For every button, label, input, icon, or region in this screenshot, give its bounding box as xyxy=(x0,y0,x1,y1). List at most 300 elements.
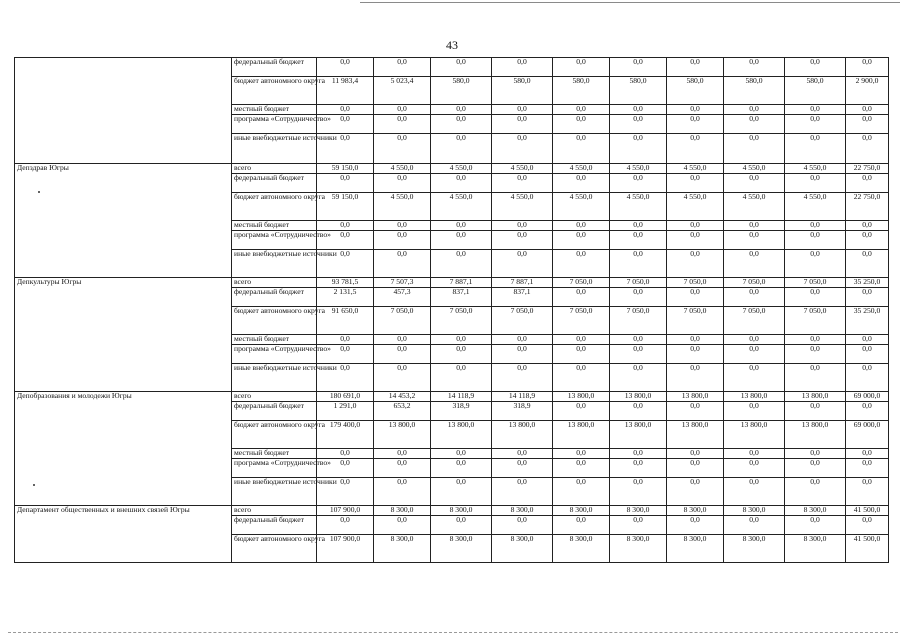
amount-cell: 0,0 xyxy=(317,221,374,231)
department-name-cell: Депздрав Югры xyxy=(15,164,232,278)
amount-cell: 2 131,5 xyxy=(317,288,374,307)
amount-cell: 0,0 xyxy=(553,134,610,164)
amount-cell: 180 691,0 xyxy=(317,392,374,402)
amount-cell: 0,0 xyxy=(317,364,374,392)
amount-cell: 0,0 xyxy=(724,58,785,77)
amount-cell: 580,0 xyxy=(785,77,846,105)
amount-cell: 0,0 xyxy=(374,478,431,506)
amount-cell: 7 050,0 xyxy=(785,307,846,335)
amount-cell: 0,0 xyxy=(667,345,724,364)
amount-cell: 0,0 xyxy=(785,516,846,535)
amount-cell: 0,0 xyxy=(374,221,431,231)
funding-source-cell: иные внебюджетные источники xyxy=(232,364,317,392)
amount-cell: 0,0 xyxy=(667,221,724,231)
amount-cell: 0,0 xyxy=(846,231,889,250)
funding-source-cell: местный бюджет xyxy=(232,449,317,459)
amount-cell: 8 300,0 xyxy=(724,506,785,516)
amount-cell: 0,0 xyxy=(846,221,889,231)
amount-cell: 0,0 xyxy=(724,478,785,506)
amount-cell: 8 300,0 xyxy=(492,535,553,563)
amount-cell: 0,0 xyxy=(374,105,431,115)
table-row xyxy=(15,506,889,516)
amount-cell: 0,0 xyxy=(610,459,667,478)
amount-cell: 0,0 xyxy=(785,58,846,77)
amount-cell: 580,0 xyxy=(724,77,785,105)
amount-cell: 0,0 xyxy=(492,478,553,506)
amount-cell: 457,3 xyxy=(374,288,431,307)
top-scan-rule xyxy=(360,2,900,3)
amount-cell: 0,0 xyxy=(846,250,889,278)
scan-speck xyxy=(33,484,35,486)
amount-cell: 7 050,0 xyxy=(610,278,667,288)
amount-cell: 4 550,0 xyxy=(724,164,785,174)
amount-cell: 0,0 xyxy=(610,516,667,535)
amount-cell: 8 300,0 xyxy=(724,535,785,563)
amount-cell: 0,0 xyxy=(317,250,374,278)
amount-cell: 8 300,0 xyxy=(374,506,431,516)
amount-cell: 4 550,0 xyxy=(374,193,431,221)
funding-source-cell: программа «Сотрудничество» xyxy=(232,459,317,478)
amount-cell: 8 300,0 xyxy=(431,506,492,516)
amount-cell: 0,0 xyxy=(667,174,724,193)
amount-cell: 8 300,0 xyxy=(492,506,553,516)
amount-cell: 0,0 xyxy=(317,115,374,134)
amount-cell: 0,0 xyxy=(724,134,785,164)
funding-source-cell: всего xyxy=(232,506,317,516)
amount-cell: 0,0 xyxy=(553,364,610,392)
funding-source-cell: федеральный бюджет xyxy=(232,288,317,307)
funding-source-cell: федеральный бюджет xyxy=(232,402,317,421)
funding-source-cell: федеральный бюджет xyxy=(232,58,317,77)
funding-source-cell: бюджет автономного округа xyxy=(232,77,317,105)
amount-cell: 580,0 xyxy=(431,77,492,105)
amount-cell: 0,0 xyxy=(431,231,492,250)
amount-cell: 41 500,0 xyxy=(846,506,889,516)
amount-cell: 0,0 xyxy=(785,459,846,478)
amount-cell: 13 800,0 xyxy=(610,421,667,449)
amount-cell: 91 650,0 xyxy=(317,307,374,335)
amount-cell: 107 900,0 xyxy=(317,535,374,563)
amount-cell: 653,2 xyxy=(374,402,431,421)
amount-cell: 0,0 xyxy=(846,459,889,478)
amount-cell: 0,0 xyxy=(667,134,724,164)
amount-cell: 2 900,0 xyxy=(846,77,889,105)
amount-cell: 69 000,0 xyxy=(846,392,889,402)
funding-source-cell: местный бюджет xyxy=(232,335,317,345)
amount-cell: 0,0 xyxy=(317,516,374,535)
amount-cell: 0,0 xyxy=(785,115,846,134)
amount-cell: 0,0 xyxy=(553,105,610,115)
amount-cell: 0,0 xyxy=(374,449,431,459)
amount-cell: 0,0 xyxy=(610,335,667,345)
amount-cell: 0,0 xyxy=(610,288,667,307)
amount-cell: 0,0 xyxy=(610,58,667,77)
amount-cell: 8 300,0 xyxy=(785,535,846,563)
table-row xyxy=(15,392,889,402)
funding-source-cell: всего xyxy=(232,164,317,174)
amount-cell: 318,9 xyxy=(492,402,553,421)
amount-cell: 0,0 xyxy=(724,459,785,478)
amount-cell: 0,0 xyxy=(724,335,785,345)
amount-cell: 0,0 xyxy=(846,516,889,535)
amount-cell: 0,0 xyxy=(846,288,889,307)
amount-cell: 0,0 xyxy=(431,221,492,231)
amount-cell: 4 550,0 xyxy=(610,164,667,174)
amount-cell: 0,0 xyxy=(846,335,889,345)
amount-cell: 0,0 xyxy=(846,105,889,115)
amount-cell: 13 800,0 xyxy=(553,392,610,402)
amount-cell: 13 800,0 xyxy=(610,392,667,402)
amount-cell: 0,0 xyxy=(667,231,724,250)
amount-cell: 0,0 xyxy=(553,288,610,307)
amount-cell: 7 050,0 xyxy=(724,278,785,288)
amount-cell: 0,0 xyxy=(553,402,610,421)
amount-cell: 0,0 xyxy=(724,105,785,115)
amount-cell: 4 550,0 xyxy=(431,193,492,221)
amount-cell: 22 750,0 xyxy=(846,193,889,221)
amount-cell: 13 800,0 xyxy=(553,421,610,449)
amount-cell: 0,0 xyxy=(553,478,610,506)
amount-cell: 0,0 xyxy=(431,250,492,278)
amount-cell: 0,0 xyxy=(610,250,667,278)
funding-source-cell: федеральный бюджет xyxy=(232,516,317,535)
amount-cell: 0,0 xyxy=(846,115,889,134)
scan-speck xyxy=(38,191,40,193)
table-row xyxy=(15,58,889,77)
amount-cell: 13 800,0 xyxy=(374,421,431,449)
amount-cell: 0,0 xyxy=(785,134,846,164)
amount-cell: 13 800,0 xyxy=(785,392,846,402)
amount-cell: 0,0 xyxy=(785,105,846,115)
amount-cell: 0,0 xyxy=(785,449,846,459)
amount-cell: 14 118,9 xyxy=(431,392,492,402)
funding-source-cell: местный бюджет xyxy=(232,221,317,231)
amount-cell: 0,0 xyxy=(317,449,374,459)
amount-cell: 0,0 xyxy=(492,335,553,345)
amount-cell: 7 050,0 xyxy=(667,307,724,335)
amount-cell: 7 050,0 xyxy=(610,307,667,335)
amount-cell: 7 050,0 xyxy=(553,278,610,288)
amount-cell: 179 400,0 xyxy=(317,421,374,449)
amount-cell: 0,0 xyxy=(492,105,553,115)
amount-cell: 8 300,0 xyxy=(785,506,846,516)
amount-cell: 8 300,0 xyxy=(610,506,667,516)
amount-cell: 0,0 xyxy=(724,402,785,421)
amount-cell: 0,0 xyxy=(610,105,667,115)
funding-source-cell: иные внебюджетные источники xyxy=(232,134,317,164)
amount-cell: 0,0 xyxy=(785,174,846,193)
amount-cell: 0,0 xyxy=(610,134,667,164)
amount-cell: 0,0 xyxy=(431,58,492,77)
amount-cell: 0,0 xyxy=(724,288,785,307)
amount-cell: 4 550,0 xyxy=(724,193,785,221)
amount-cell: 11 983,4 xyxy=(317,77,374,105)
table-row xyxy=(15,278,889,288)
amount-cell: 0,0 xyxy=(431,335,492,345)
amount-cell: 0,0 xyxy=(667,402,724,421)
funding-source-cell: программа «Сотрудничество» xyxy=(232,115,317,134)
amount-cell: 0,0 xyxy=(667,115,724,134)
amount-cell: 0,0 xyxy=(431,459,492,478)
amount-cell: 0,0 xyxy=(610,402,667,421)
funding-source-cell: бюджет автономного округа xyxy=(232,307,317,335)
budget-table-body xyxy=(15,58,889,563)
amount-cell: 13 800,0 xyxy=(724,421,785,449)
department-name-cell: Депобразования и молодежи Югры xyxy=(15,392,232,506)
amount-cell: 0,0 xyxy=(667,364,724,392)
funding-source-cell: бюджет автономного округа xyxy=(232,421,317,449)
amount-cell: 0,0 xyxy=(846,174,889,193)
amount-cell: 0,0 xyxy=(374,345,431,364)
amount-cell: 580,0 xyxy=(553,77,610,105)
amount-cell: 0,0 xyxy=(846,364,889,392)
amount-cell: 0,0 xyxy=(317,105,374,115)
amount-cell: 580,0 xyxy=(667,77,724,105)
amount-cell: 0,0 xyxy=(785,364,846,392)
amount-cell: 0,0 xyxy=(431,105,492,115)
amount-cell: 0,0 xyxy=(724,221,785,231)
amount-cell: 0,0 xyxy=(724,364,785,392)
amount-cell: 580,0 xyxy=(492,77,553,105)
amount-cell: 0,0 xyxy=(724,115,785,134)
amount-cell: 0,0 xyxy=(492,115,553,134)
amount-cell: 0,0 xyxy=(492,459,553,478)
amount-cell: 7 050,0 xyxy=(785,278,846,288)
amount-cell: 0,0 xyxy=(553,115,610,134)
amount-cell: 0,0 xyxy=(724,250,785,278)
amount-cell: 0,0 xyxy=(846,134,889,164)
funding-source-cell: бюджет автономного округа xyxy=(232,193,317,221)
amount-cell: 0,0 xyxy=(724,345,785,364)
amount-cell: 0,0 xyxy=(374,134,431,164)
amount-cell: 0,0 xyxy=(492,250,553,278)
amount-cell: 0,0 xyxy=(492,231,553,250)
amount-cell: 0,0 xyxy=(667,58,724,77)
amount-cell: 0,0 xyxy=(610,364,667,392)
amount-cell: 7 050,0 xyxy=(374,307,431,335)
amount-cell: 13 800,0 xyxy=(667,392,724,402)
amount-cell: 0,0 xyxy=(553,516,610,535)
amount-cell: 0,0 xyxy=(610,174,667,193)
amount-cell: 0,0 xyxy=(667,516,724,535)
amount-cell: 0,0 xyxy=(785,402,846,421)
department-name-cell: Департамент общественных и внешних связей Югры xyxy=(15,506,232,563)
amount-cell: 0,0 xyxy=(317,335,374,345)
amount-cell: 0,0 xyxy=(317,134,374,164)
amount-cell: 7 507,3 xyxy=(374,278,431,288)
amount-cell: 0,0 xyxy=(667,250,724,278)
amount-cell: 0,0 xyxy=(553,250,610,278)
amount-cell: 4 550,0 xyxy=(667,164,724,174)
amount-cell: 4 550,0 xyxy=(667,193,724,221)
amount-cell: 7 887,1 xyxy=(492,278,553,288)
amount-cell: 0,0 xyxy=(317,345,374,364)
amount-cell: 0,0 xyxy=(846,402,889,421)
amount-cell: 0,0 xyxy=(374,364,431,392)
amount-cell: 4 550,0 xyxy=(553,193,610,221)
amount-cell: 0,0 xyxy=(610,231,667,250)
table-row xyxy=(15,164,889,174)
amount-cell: 4 550,0 xyxy=(785,193,846,221)
amount-cell: 0,0 xyxy=(374,516,431,535)
funding-source-cell: всего xyxy=(232,278,317,288)
amount-cell: 13 800,0 xyxy=(667,421,724,449)
amount-cell: 0,0 xyxy=(553,58,610,77)
amount-cell: 8 300,0 xyxy=(553,506,610,516)
amount-cell: 7 050,0 xyxy=(667,278,724,288)
amount-cell: 0,0 xyxy=(846,58,889,77)
amount-cell: 4 550,0 xyxy=(553,164,610,174)
amount-cell: 0,0 xyxy=(785,231,846,250)
amount-cell: 8 300,0 xyxy=(610,535,667,563)
amount-cell: 0,0 xyxy=(667,288,724,307)
amount-cell: 0,0 xyxy=(553,449,610,459)
funding-source-cell: всего xyxy=(232,392,317,402)
bottom-scan-rule xyxy=(8,632,898,633)
budget-table xyxy=(14,57,889,563)
amount-cell: 0,0 xyxy=(667,335,724,345)
amount-cell: 7 050,0 xyxy=(431,307,492,335)
amount-cell: 0,0 xyxy=(492,516,553,535)
amount-cell: 0,0 xyxy=(374,459,431,478)
funding-source-cell: бюджет автономного округа xyxy=(232,535,317,563)
amount-cell: 22 750,0 xyxy=(846,164,889,174)
amount-cell: 0,0 xyxy=(785,288,846,307)
amount-cell: 0,0 xyxy=(374,231,431,250)
amount-cell: 0,0 xyxy=(492,58,553,77)
amount-cell: 0,0 xyxy=(553,459,610,478)
amount-cell: 0,0 xyxy=(785,335,846,345)
amount-cell: 0,0 xyxy=(492,134,553,164)
amount-cell: 0,0 xyxy=(610,345,667,364)
amount-cell: 8 300,0 xyxy=(667,506,724,516)
amount-cell: 0,0 xyxy=(667,105,724,115)
amount-cell: 35 250,0 xyxy=(846,278,889,288)
funding-source-cell: иные внебюджетные источники xyxy=(232,478,317,506)
amount-cell: 4 550,0 xyxy=(610,193,667,221)
amount-cell: 8 300,0 xyxy=(553,535,610,563)
amount-cell: 4 550,0 xyxy=(492,193,553,221)
page-number: 43 xyxy=(446,38,458,52)
amount-cell: 0,0 xyxy=(431,134,492,164)
amount-cell: 8 300,0 xyxy=(431,535,492,563)
amount-cell: 7 887,1 xyxy=(431,278,492,288)
amount-cell: 0,0 xyxy=(431,174,492,193)
amount-cell: 0,0 xyxy=(610,478,667,506)
amount-cell: 4 550,0 xyxy=(374,164,431,174)
amount-cell: 0,0 xyxy=(431,364,492,392)
amount-cell: 0,0 xyxy=(374,115,431,134)
amount-cell: 0,0 xyxy=(785,250,846,278)
amount-cell: 0,0 xyxy=(785,221,846,231)
department-name-cell: Депкультуры Югры xyxy=(15,278,232,392)
amount-cell: 580,0 xyxy=(610,77,667,105)
amount-cell: 0,0 xyxy=(610,221,667,231)
department-name-cell xyxy=(15,58,232,164)
amount-cell: 0,0 xyxy=(553,221,610,231)
amount-cell: 0,0 xyxy=(724,516,785,535)
amount-cell: 0,0 xyxy=(846,449,889,459)
amount-cell: 0,0 xyxy=(317,58,374,77)
funding-source-cell: федеральный бюджет xyxy=(232,174,317,193)
amount-cell: 0,0 xyxy=(431,115,492,134)
amount-cell: 13 800,0 xyxy=(785,421,846,449)
amount-cell: 14 453,2 xyxy=(374,392,431,402)
amount-cell: 0,0 xyxy=(317,459,374,478)
amount-cell: 13 800,0 xyxy=(724,392,785,402)
funding-source-cell: программа «Сотрудничество» xyxy=(232,345,317,364)
amount-cell: 8 300,0 xyxy=(374,535,431,563)
amount-cell: 0,0 xyxy=(553,231,610,250)
amount-cell: 59 150,0 xyxy=(317,164,374,174)
amount-cell: 4 550,0 xyxy=(785,164,846,174)
amount-cell: 0,0 xyxy=(553,174,610,193)
amount-cell: 837,1 xyxy=(431,288,492,307)
amount-cell: 41 500,0 xyxy=(846,535,889,563)
amount-cell: 59 150,0 xyxy=(317,193,374,221)
amount-cell: 4 550,0 xyxy=(431,164,492,174)
funding-source-cell: программа «Сотрудничество» xyxy=(232,231,317,250)
amount-cell: 0,0 xyxy=(492,364,553,392)
amount-cell: 4 550,0 xyxy=(492,164,553,174)
amount-cell: 0,0 xyxy=(492,221,553,231)
amount-cell: 93 781,5 xyxy=(317,278,374,288)
amount-cell: 0,0 xyxy=(846,345,889,364)
amount-cell: 0,0 xyxy=(317,231,374,250)
amount-cell: 0,0 xyxy=(667,449,724,459)
amount-cell: 0,0 xyxy=(667,478,724,506)
amount-cell: 0,0 xyxy=(610,449,667,459)
amount-cell: 0,0 xyxy=(492,345,553,364)
amount-cell: 0,0 xyxy=(492,449,553,459)
amount-cell: 69 000,0 xyxy=(846,421,889,449)
amount-cell: 1 291,0 xyxy=(317,402,374,421)
amount-cell: 0,0 xyxy=(317,478,374,506)
amount-cell: 107 900,0 xyxy=(317,506,374,516)
amount-cell: 0,0 xyxy=(785,345,846,364)
amount-cell: 0,0 xyxy=(374,58,431,77)
amount-cell: 318,9 xyxy=(431,402,492,421)
amount-cell: 0,0 xyxy=(317,174,374,193)
amount-cell: 0,0 xyxy=(724,449,785,459)
amount-cell: 0,0 xyxy=(374,335,431,345)
amount-cell: 0,0 xyxy=(431,516,492,535)
amount-cell: 8 300,0 xyxy=(667,535,724,563)
amount-cell: 0,0 xyxy=(610,115,667,134)
amount-cell: 0,0 xyxy=(785,478,846,506)
amount-cell: 35 250,0 xyxy=(846,307,889,335)
amount-cell: 0,0 xyxy=(431,345,492,364)
amount-cell: 14 118,9 xyxy=(492,392,553,402)
funding-source-cell: иные внебюджетные источники xyxy=(232,250,317,278)
amount-cell: 0,0 xyxy=(553,335,610,345)
amount-cell: 0,0 xyxy=(724,174,785,193)
amount-cell: 7 050,0 xyxy=(724,307,785,335)
amount-cell: 0,0 xyxy=(431,449,492,459)
amount-cell: 5 023,4 xyxy=(374,77,431,105)
amount-cell: 0,0 xyxy=(846,478,889,506)
amount-cell: 13 800,0 xyxy=(492,421,553,449)
amount-cell: 0,0 xyxy=(431,478,492,506)
amount-cell: 0,0 xyxy=(492,174,553,193)
amount-cell: 0,0 xyxy=(374,174,431,193)
amount-cell: 837,1 xyxy=(492,288,553,307)
amount-cell: 0,0 xyxy=(374,250,431,278)
amount-cell: 7 050,0 xyxy=(492,307,553,335)
amount-cell: 7 050,0 xyxy=(553,307,610,335)
funding-source-cell: местный бюджет xyxy=(232,105,317,115)
amount-cell: 0,0 xyxy=(667,459,724,478)
